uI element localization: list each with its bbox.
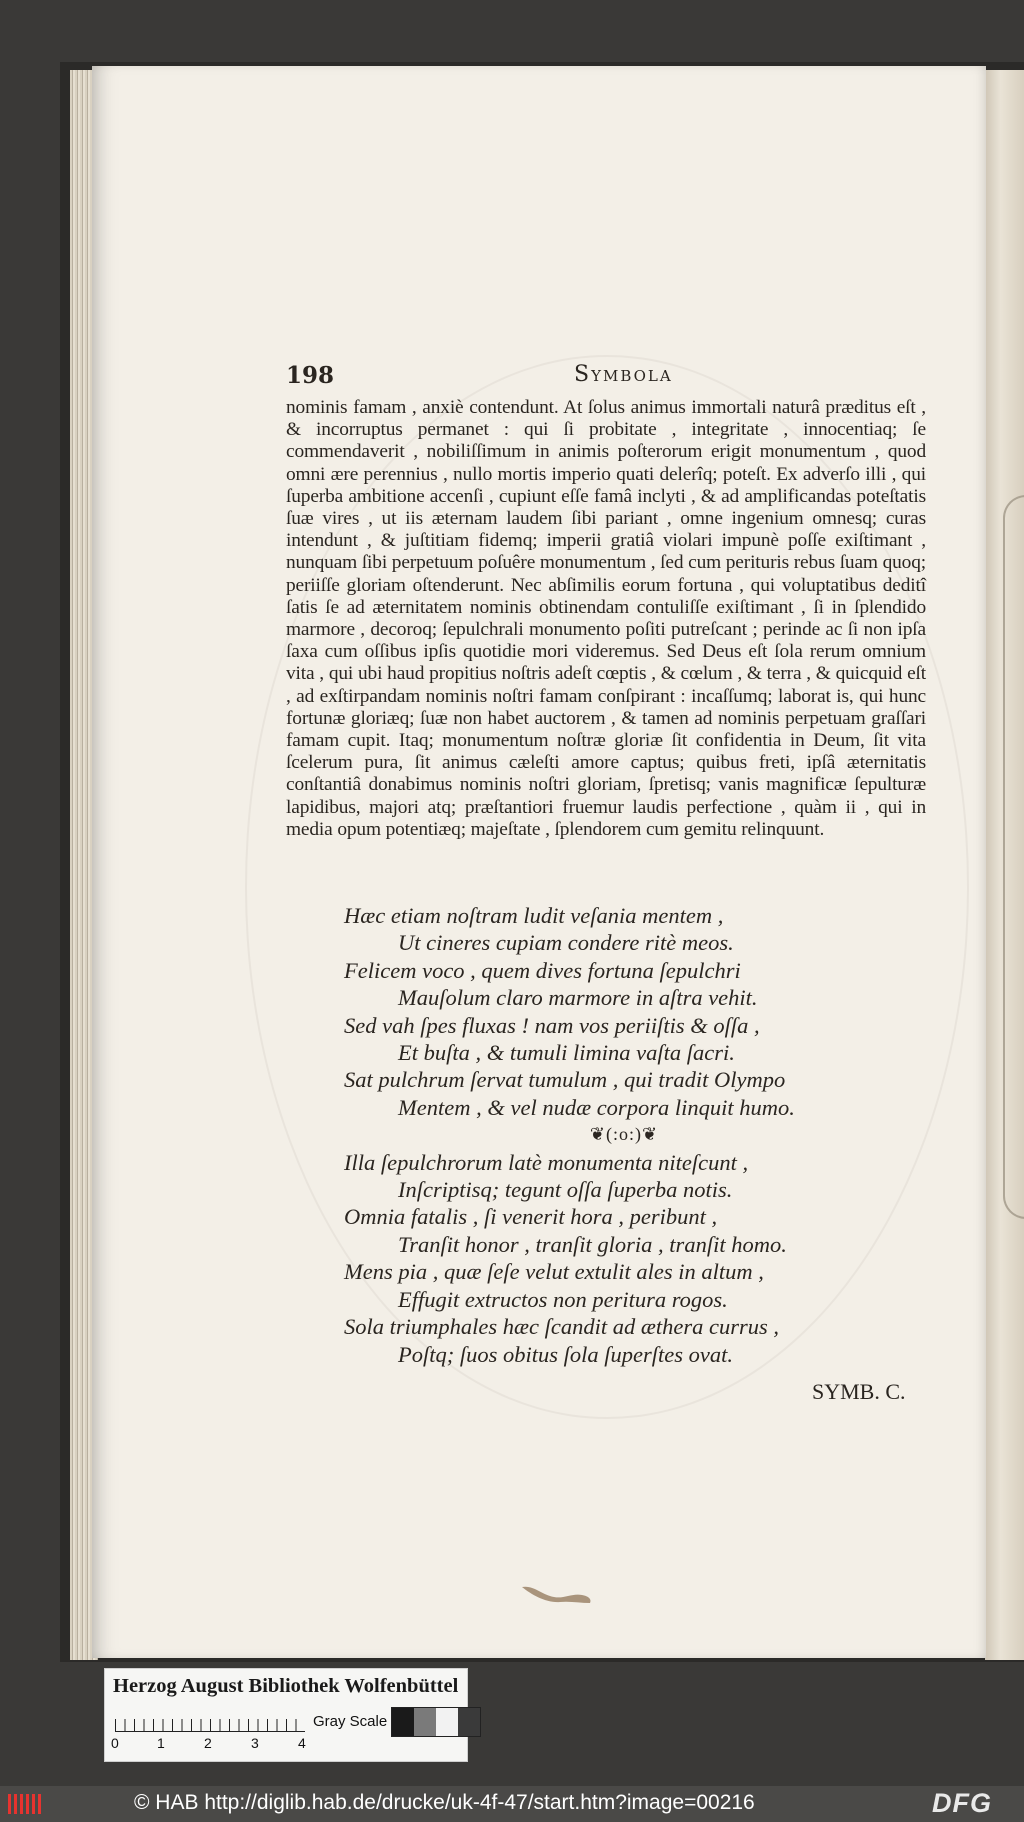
- running-title: Symbola: [574, 362, 673, 387]
- verse-line: Sed vah ſpes fluxas ! nam vos periiſtis & oſſa ,: [344, 1012, 760, 1038]
- color-scale-card: [104, 1668, 468, 1762]
- ruler-number: 0: [111, 1735, 119, 1751]
- library-name: Herzog August Bibliothek Wolfenbüttel: [113, 1675, 459, 1697]
- verse-line: Poſtq; ſuos obitus ſola ſuperſtes ovat.: [398, 1341, 733, 1367]
- verse-line: Mauſolum claro marmore in aſtra vehit.: [398, 985, 758, 1011]
- verse-line: Effugit extructos non peritura rogos.: [398, 1286, 728, 1312]
- verse-line: Ut cineres cupiam condere ritè meos.: [398, 930, 734, 956]
- verse-line: Sat pulchrum ſervat tumulum , qui tradit Olympo: [344, 1067, 786, 1093]
- footer-source-link[interactable]: © HAB http://diglib.hab.de/drucke/uk-4f-47/start.htm?image=00216: [134, 1791, 755, 1814]
- ruler-number: 3: [251, 1735, 259, 1751]
- ruler-numbers: [111, 1735, 311, 1753]
- verse-line: Hæc etiam noſtram ludit veſania mentem ,: [344, 903, 724, 928]
- verse-line: Sola triumphales hæc ſcandit ad æthera currus ,: [344, 1314, 779, 1340]
- ruler-number: 1: [157, 1735, 165, 1751]
- verse-line: Felicem voco , quem dives fortuna ſepulchri: [344, 957, 741, 983]
- ruler-number: 2: [204, 1735, 212, 1751]
- verse-line: Mentem , & vel nudæ corpora linquit humo.: [398, 1094, 795, 1120]
- ruler-number: 4: [298, 1735, 306, 1751]
- verse-block: [344, 902, 934, 1368]
- footer-bar: [0, 1786, 1024, 1822]
- gray-patch: [458, 1708, 480, 1736]
- verse-line: Inſcriptisq; tegunt oſſa ſuperba notis.: [398, 1177, 733, 1203]
- catchword: SYMB. C.: [812, 1379, 906, 1404]
- verse-line: Et buſta , & tumuli limina vaſta ſacri.: [398, 1040, 735, 1066]
- gray-patch: [414, 1708, 436, 1736]
- verse-line: Mens pia , quæ ſeſe velut extulit ales in altum ,: [344, 1259, 764, 1285]
- prose-paragraph: nominis famam , anxiè contendunt. At ſolus animus immortali naturâ præditus eſt , & incorruptus permanet : qui ſi probitate , integritate , innocentiaq; ſe commendaverit , nobiliſſimum in animis poſterorum erigit monumentum , quod omni ære perennius , nullo mortis imperio quati delerîq; poteſt. Ex adverſo illi , qui ſuperba ambitione accenſi , cupiunt eſſe famâ inclyti , & ad amplificandas poteſtatis ſuæ vires , ut iis æternam laudem ſibi pariant , omne ingenium omnesq; curas intendunt , & juſtitiam fidemq; imperii gratiâ violari impunè poſſe exiſtimant , nunquam ſibi perpetuum poſuêre monumentum , ſed cum perituris rebus ſuam quoq; periiſſe gloriam oſtenderunt. Nec abſimilis eorum fortuna , qui voluptatibus deditî ſatis ſe ad æternitatem nominis obtinendam contuliſſe exiſtimant , ſi in ſplendido marmore , decoroq; ſepulchrali monumento poſiti putreſcant ; perinde ac ſi non ipſa ſaxa cum oſſibus ipſis quotidie mori videremus. Sed Deus eſt ſola rerum omnium vita , qui ubi haud propitius noſtris adeſt cœptis , & cœlum , & terra , & quicquid eſt , ad exſtirpandam nominis noſtri famam conſpirant : incaſſumq; laborat is, qui hunc fortunæ gloriæq; ſuæ non habet auctorem , & tamen ad nominis perpetuam graſſari famam cupit. Itaq; monumentum noſtræ gloriæ ſit confidentia in Deum, ſit vita ſcelerum pura, ſit animus cæleſti amore captus; quibus freti, ipſâ æternitatis conſtantiâ donabimus nominis noſtri gloriam, ſpretisq; vanis magnificæ ſepulturæ lapidibus, majori atq; præſtantiori fruemur laudis perfectione , quàm ii , qui in media opum potentiæq; majeſtate , ſplendorem cum gemitu relinquunt.: [286, 397, 926, 840]
- ruler-scale: [115, 1709, 305, 1732]
- verse-line: Illa ſepulchrorum latè monumenta niteſcunt ,: [344, 1149, 749, 1175]
- fleuron-ornament: ❦(:o:)❦: [589, 1124, 659, 1145]
- gray-scale-label: Gray Scale: [313, 1713, 388, 1730]
- gray-patch: [436, 1708, 458, 1736]
- gray-scale-patches: [391, 1707, 481, 1737]
- verse-line: Omnia fatalis , ſi venerit hora , peribunt ,: [344, 1204, 718, 1230]
- page-number: 198: [286, 362, 335, 389]
- gray-patch: [392, 1708, 414, 1736]
- prose-block: [286, 397, 926, 841]
- hab-logo-icon: [8, 1794, 44, 1814]
- paper-stain: [520, 1583, 594, 1605]
- dfg-logo: DFG: [932, 1788, 992, 1818]
- facing-page-illustration: [1003, 495, 1024, 1219]
- running-head: [286, 362, 926, 392]
- verse-line: Tranſit honor , tranſit gloria , tranſit homo.: [398, 1231, 787, 1257]
